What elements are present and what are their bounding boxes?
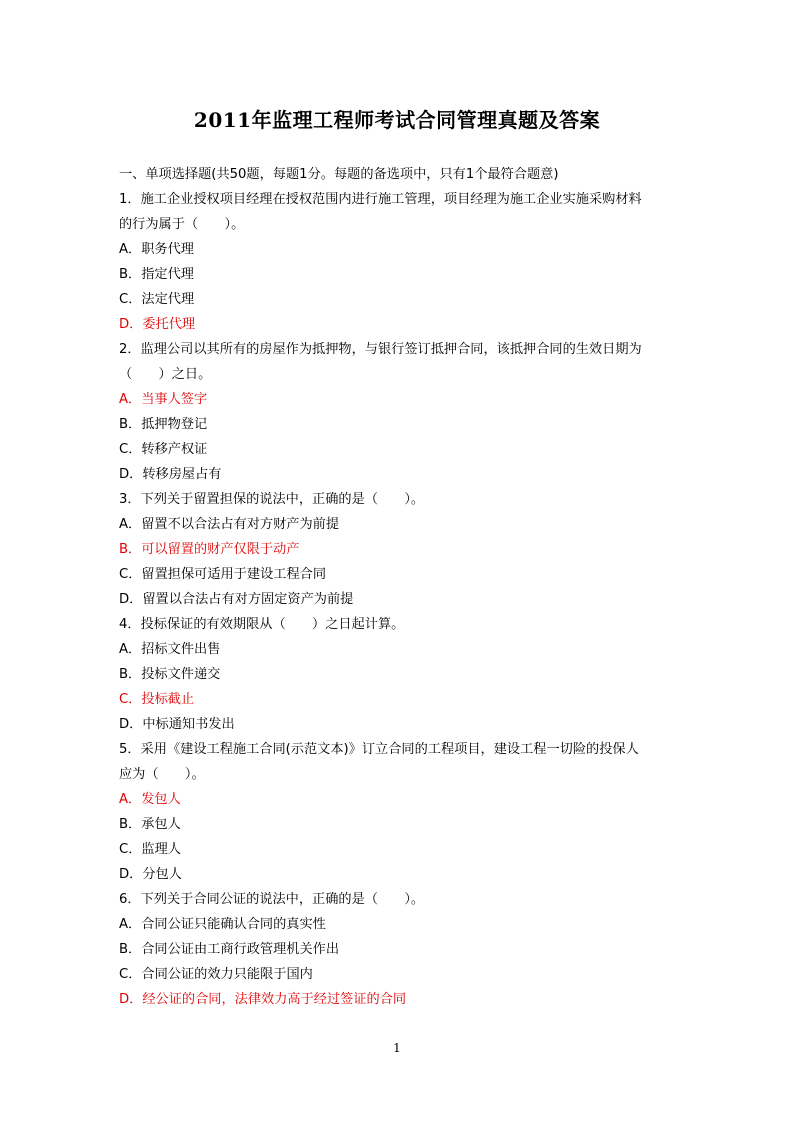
question-6-option-b: B．合同公证由工商行政管理机关作出 [119, 942, 340, 957]
document-title: 2011年监理工程师考试合同管理真题及答案 [193, 108, 601, 132]
section-heading: 一、单项选择题(共50题，每题1分。每题的备选项中，只有1个最符合题意) [119, 167, 559, 182]
question-4-stem: 4．投标保证的有效期限从（ ）之日起计算。 [119, 617, 405, 632]
question-5-stem-line-1: 5．采用《建设工程施工合同(示范文本)》订立合同的工程项目，建设工程一切险的投保人 [119, 742, 639, 757]
question-3-option-c: C．留置担保可适用于建设工程合同 [119, 567, 327, 582]
question-1-stem-line-1: 1．施工企业授权项目经理在授权范围内进行施工管理，项目经理为施工企业实施采购材料 [119, 192, 642, 207]
question-2-option-a-answer: A．当事人签字 [119, 392, 208, 407]
question-5-stem-line-2: 应为（ ）。 [119, 767, 205, 782]
question-1-option-b: B．指定代理 [119, 267, 194, 282]
question-1-option-c: C．法定代理 [119, 292, 195, 307]
question-2-stem-line-2: （ ）之日。 [119, 367, 212, 382]
question-3-option-b-answer: B．可以留置的财产仅限于动产 [119, 542, 300, 557]
question-1-stem-line-2: 的行为属于（ ）。 [119, 217, 245, 232]
question-6-stem: 6．下列关于合同公证的说法中，正确的是（ ）。 [119, 892, 425, 907]
question-2-option-b: B．抵押物登记 [119, 417, 208, 432]
page-number: 1 [393, 1041, 401, 1055]
question-6-option-c: C．合同公证的效力只能限于国内 [119, 967, 313, 982]
question-3-option-a: A．留置不以合法占有对方财产为前提 [119, 517, 340, 532]
question-5-option-c: C．监理人 [119, 842, 181, 857]
question-6-option-a: A．合同公证只能确认合同的真实性 [119, 917, 326, 932]
question-4-option-b: B．投标文件递交 [119, 667, 221, 682]
question-2-option-d: D．转移房屋占有 [119, 467, 222, 482]
question-4-option-c-answer: C．投标截止 [119, 692, 195, 707]
question-5-option-b: B．承包人 [119, 817, 181, 832]
question-2-option-c: C．转移产权证 [119, 442, 208, 457]
question-3-stem: 3．下列关于留置担保的说法中，正确的是（ ）。 [119, 492, 425, 507]
question-list [119, 162, 679, 1012]
question-3-option-d: D．留置以合法占有对方固定资产为前提 [119, 592, 354, 607]
question-1-option-d-answer: D．委托代理 [119, 317, 196, 332]
question-5-option-d: D．分包人 [119, 867, 182, 882]
question-1-option-a: A．职务代理 [119, 242, 194, 257]
question-4-option-d: D．中标通知书发出 [119, 717, 235, 732]
question-5-option-a-answer: A．发包人 [119, 792, 181, 807]
question-6-option-d-answer: D．经公证的合同，法律效力高于经过签证的合同 [119, 992, 407, 1007]
question-4-option-a: A．招标文件出售 [119, 642, 221, 657]
question-2-stem-line-1: 2．监理公司以其所有的房屋作为抵押物，与银行签订抵押合同，该抵押合同的生效日期为 [119, 342, 642, 357]
